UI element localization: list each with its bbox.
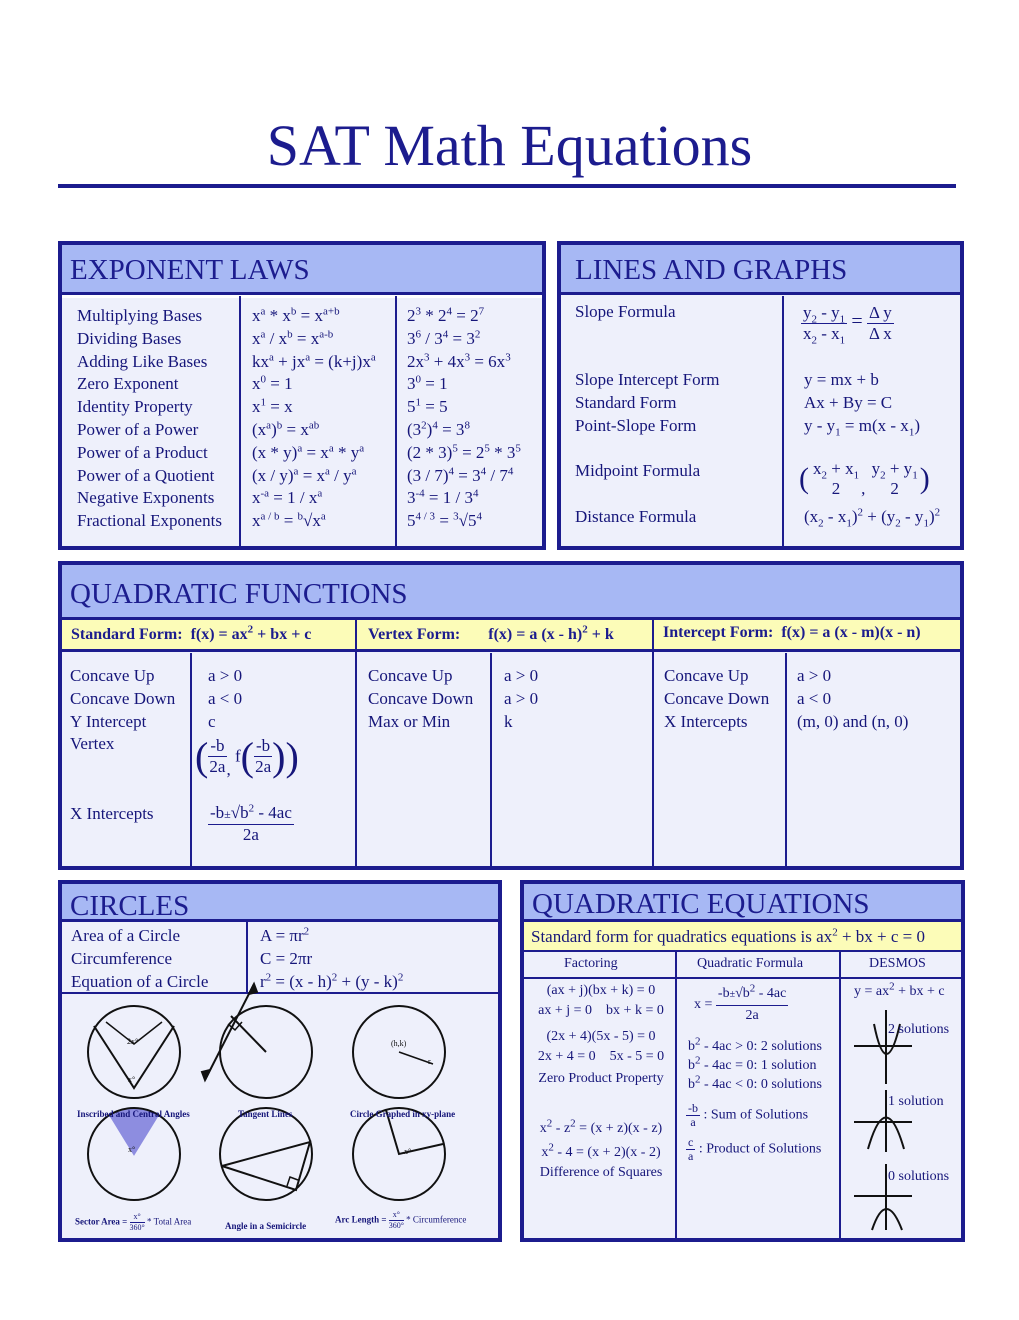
law-name: Fractional Exponents [77, 511, 222, 531]
law-example: $3^{-4} = 1 / 3^4$ [407, 487, 479, 508]
prop: Concave Up [368, 666, 453, 685]
svg-text:r: r [428, 1057, 431, 1066]
quadratic-functions-header: QUADRATIC FUNCTIONS [62, 565, 960, 620]
slope-intercept-label: Slope Intercept Form [575, 370, 720, 389]
factoring-block [529, 981, 673, 1183]
quadratic-equations-panel [520, 880, 965, 1242]
product-of-solutions: $\frac{c}{a}$ : Product of Solutions [688, 1135, 822, 1163]
prop: X Intercepts [664, 711, 748, 731]
law-example: $(3 / 7)^4 = 3^4 / 7^4$ [407, 464, 514, 485]
law-example: $3^6 / 3^4 = 3^2$ [407, 328, 481, 348]
law-name: Identity Property [77, 397, 193, 417]
arc-length-formula: Arc Length = $\frac{x^\circ}{360^\circ}$ * Circumference [335, 1210, 467, 1230]
slope-intercept-eq: y = mx + b [804, 370, 879, 389]
val: a > 0 [504, 688, 539, 708]
sum-label: : Sum of Solutions [703, 1107, 809, 1123]
svg-text:2x°: 2x° [127, 1037, 139, 1046]
prop: Y Intercept [70, 711, 147, 731]
law-example: $5^1 = 5$ [407, 396, 448, 417]
law-name: Negative Exponents [77, 488, 215, 508]
vertex-form-label: Vertex Form: [368, 626, 461, 643]
midpoint-label: Midpoint Formula [575, 461, 701, 480]
intercept-form-eq: f(x) = a (x - m)(x - n) [781, 624, 921, 641]
law-name: Power of a Quotient [77, 465, 215, 485]
caption-inscribed: Inscribed and Central Angles [77, 1109, 190, 1119]
prop: Concave Down [70, 688, 176, 708]
svg-text:x°: x° [128, 1145, 136, 1154]
law-rule: $x^{-a} = 1 / x^a$ [252, 487, 323, 508]
val: k [504, 711, 513, 731]
law-rule: $(x * y)^a = x^a * y^a$ [252, 442, 365, 462]
diff-squares: Difference of Squares [539, 1165, 663, 1180]
law-rule: $kx^a + jx^a = (k+j)x^a$ [252, 350, 376, 371]
exponent-law-examples [407, 305, 521, 533]
law-rule: $(x^a)^b = x^{ab}$ [252, 419, 320, 439]
standard-form-label: Standard Form [575, 393, 677, 412]
quadratic-equations-header: QUADRATIC EQUATIONS [524, 884, 961, 922]
law-example: $2x^3 + 4x^3 = 6x^3$ [407, 350, 511, 371]
law-example: $5^{4 / 3} = ^3√5^4$ [407, 510, 482, 531]
law-example: $3^0 = 1$ [407, 373, 448, 394]
intercept-props [664, 665, 769, 733]
circle-diagrams [58, 994, 502, 1244]
factor-line: (ax + j)(bx + k) = 0 [546, 983, 656, 998]
prop: Concave Down [368, 688, 474, 708]
svg-text:x°: x° [404, 1147, 412, 1156]
zero-solutions-label: 0 solutions [888, 1169, 950, 1184]
exponent-law-names [77, 305, 222, 533]
delta-y: Δ y [868, 303, 892, 322]
law-name: Adding Like Bases [77, 351, 208, 371]
name: Circumference [71, 948, 172, 968]
arc-label: Arc Length = [335, 1214, 387, 1225]
slope-formula-label: Slope Formula [575, 302, 676, 321]
law-name: Multiplying Bases [77, 306, 203, 325]
one-solution-label: 1 solution [888, 1094, 944, 1109]
val: a > 0 [797, 666, 832, 685]
title-rule [58, 184, 956, 188]
intercept-form-heading [663, 624, 921, 642]
law-example: $(2 * 3)^5 = 2^5 * 3^5$ [407, 442, 521, 462]
law-name: Zero Exponent [77, 374, 179, 394]
law-name: Power of a Power [77, 419, 199, 439]
col-formula: Quadratic Formula [697, 956, 804, 971]
sum-of-solutions: $\frac{-b}{a}$ : Sum of Solutions [688, 1101, 809, 1129]
exponent-laws-panel [58, 241, 546, 550]
law-rule: $x^a / x^b = x^{a-b}$ [252, 328, 334, 348]
law-name: Dividing Bases [77, 328, 182, 348]
x-intercepts-label: X Intercepts [70, 804, 154, 823]
total-area-label: * Total Area [147, 1216, 192, 1227]
product-label: : Product of Solutions [698, 1141, 822, 1157]
law-example: $(3^2)^4 = 3^8$ [407, 419, 470, 439]
vertex-formula: ( $\frac{-b}{2a}$ , f( $\frac{-b}{2a}$ )) [195, 734, 299, 779]
discriminant: $b^2 - 4ac > 0$: 2 solutions [688, 1035, 822, 1054]
slope-formula: $\frac{y_2 - y_1}{x_2 - x_1}$ = $\frac{\text{Δ y}}{\text{Δ x}}$ [803, 303, 892, 347]
caption-semicircle: Angle in a Semicircle [225, 1221, 307, 1231]
val: a > 0 [208, 666, 243, 685]
divider [239, 296, 241, 546]
point-slope-eq: $y - y_1 = m(x - x_1)$ [804, 416, 920, 439]
svg-text:(h,k): (h,k) [391, 1039, 407, 1048]
prop: Vertex [70, 734, 115, 754]
svg-text:x°: x° [128, 1075, 136, 1084]
diff-line: $x^2 - z^2 = (x + z)(x - z)$ [539, 1117, 663, 1136]
intercept-form-label: Intercept Form: [663, 624, 774, 641]
law-rule: $x^{a / b} = ^b√x^a$ [252, 510, 326, 531]
quadratic-formula: x = $\frac{-b\pm√b^2 - 4ac}{2a}$ [694, 982, 787, 1023]
prop: Concave Up [70, 666, 155, 685]
standard-form-label: Standard Form: [71, 626, 183, 643]
intercept-vals [797, 665, 908, 733]
prop: Concave Up [664, 666, 749, 685]
law-rule: $x^1 = x$ [252, 396, 293, 417]
point-slope-label: Point-Slope Form [575, 416, 697, 435]
desmos-eq: $y = ax^2$ + bx + c [854, 980, 945, 999]
col-factoring: Factoring [564, 956, 618, 971]
standard-form-heading: Standard Form: $f(x) = ax^2$ + bx + c [71, 623, 312, 643]
prop: Max or Min [368, 711, 451, 731]
factor-line: ax + j = 0 bx + k = 0 [538, 1003, 664, 1018]
name: Equation of a Circle [71, 971, 209, 991]
vertex-vals [504, 665, 538, 733]
delta-x: Δ x [868, 324, 892, 343]
zero-product: Zero Product Property [538, 1071, 664, 1086]
col-desmos: DESMOS [869, 956, 926, 971]
quadratic-functions-panel [58, 561, 964, 870]
circles-panel [58, 880, 502, 1242]
val: a < 0 [208, 688, 243, 708]
law-example: $2^3 * 2^4 = 2^7$ [407, 305, 485, 325]
lines-graphs-panel [557, 241, 964, 550]
standard-form-statement: Standard form for quadratics equations is $ax^2$ + bx + c = 0 [531, 926, 926, 946]
lines-graphs-header: LINES AND GRAPHS [561, 245, 960, 295]
page-title: SAT Math Equations [266, 113, 753, 178]
prop: Concave Down [664, 688, 770, 708]
vertex-props [368, 665, 473, 733]
formula: $A = \pi r^2$ [260, 925, 310, 945]
divider [782, 296, 784, 546]
law-name: Power of a Product [77, 442, 208, 462]
formula: C = 2πr [260, 948, 313, 968]
circumference-label: * Circumference [406, 1214, 467, 1225]
standard-eq: Ax + By = C [804, 393, 893, 412]
discriminant-rules [688, 1037, 822, 1094]
diff-line: $x^2 - 4 = (x + 2)(x - 2)$ [541, 1141, 661, 1160]
vertex-form-heading: Vertex Form: f(x) = a (x - h)$^2$ + k [368, 623, 614, 643]
two-solutions-label: 2 solutions [888, 1022, 950, 1037]
law-rule: $x^0 = 1$ [252, 373, 293, 394]
distance-eq: $(x_2 - x_1)^2 + (y_2 - y_1)^2$ [804, 506, 941, 530]
divider [395, 296, 397, 546]
exponent-law-rules [252, 305, 376, 533]
caption-tangent: Tangent Lines [238, 1109, 293, 1119]
factor-line: 2x + 4 = 0 5x - 5 = 0 [537, 1049, 665, 1064]
standard-props [70, 665, 175, 756]
exponent-laws-header: EXPONENT LAWS [62, 245, 542, 295]
val: c [208, 711, 216, 731]
standard-vals [208, 665, 242, 733]
midpoint-eq: ( $x_2 + x_1$ 2 , $y_2 + y_1$ 2 ) [799, 459, 930, 498]
quadratic-formula-small: $\frac{-b\pm√b^2 - 4ac}{2a}$ [210, 802, 292, 844]
law-rule: $x^a * x^b = x^{a+b}$ [252, 305, 340, 325]
circle-formulas [260, 925, 403, 993]
val: (m, 0) and (n, 0) [797, 711, 909, 731]
name: Area of a Circle [71, 926, 181, 945]
discriminant: $b^2 - 4ac = 0$: 1 solution [688, 1054, 817, 1073]
law-rule: $(x / y)^a = x^a / y^a$ [252, 464, 357, 485]
val: a < 0 [797, 688, 832, 708]
sector-area-formula: Sector Area = $\frac{x^\circ}{360^\circ}$ * Total Area [75, 1212, 192, 1232]
formula: $r^2 = (x - h)^2 + (y - k)^2$ [260, 970, 404, 991]
val: a > 0 [504, 666, 539, 685]
circle-formula-names [71, 925, 208, 993]
factor-line: (2x + 4)(5x - 5) = 0 [546, 1029, 656, 1044]
circles-header: CIRCLES [62, 884, 498, 922]
distance-label: Distance Formula [575, 507, 697, 526]
sector-label: Sector Area = [75, 1216, 128, 1227]
caption-xy: Circle Graphed in xy-plane [350, 1109, 456, 1119]
discriminant: $b^2 - 4ac < 0$: 0 solutions [688, 1073, 822, 1092]
